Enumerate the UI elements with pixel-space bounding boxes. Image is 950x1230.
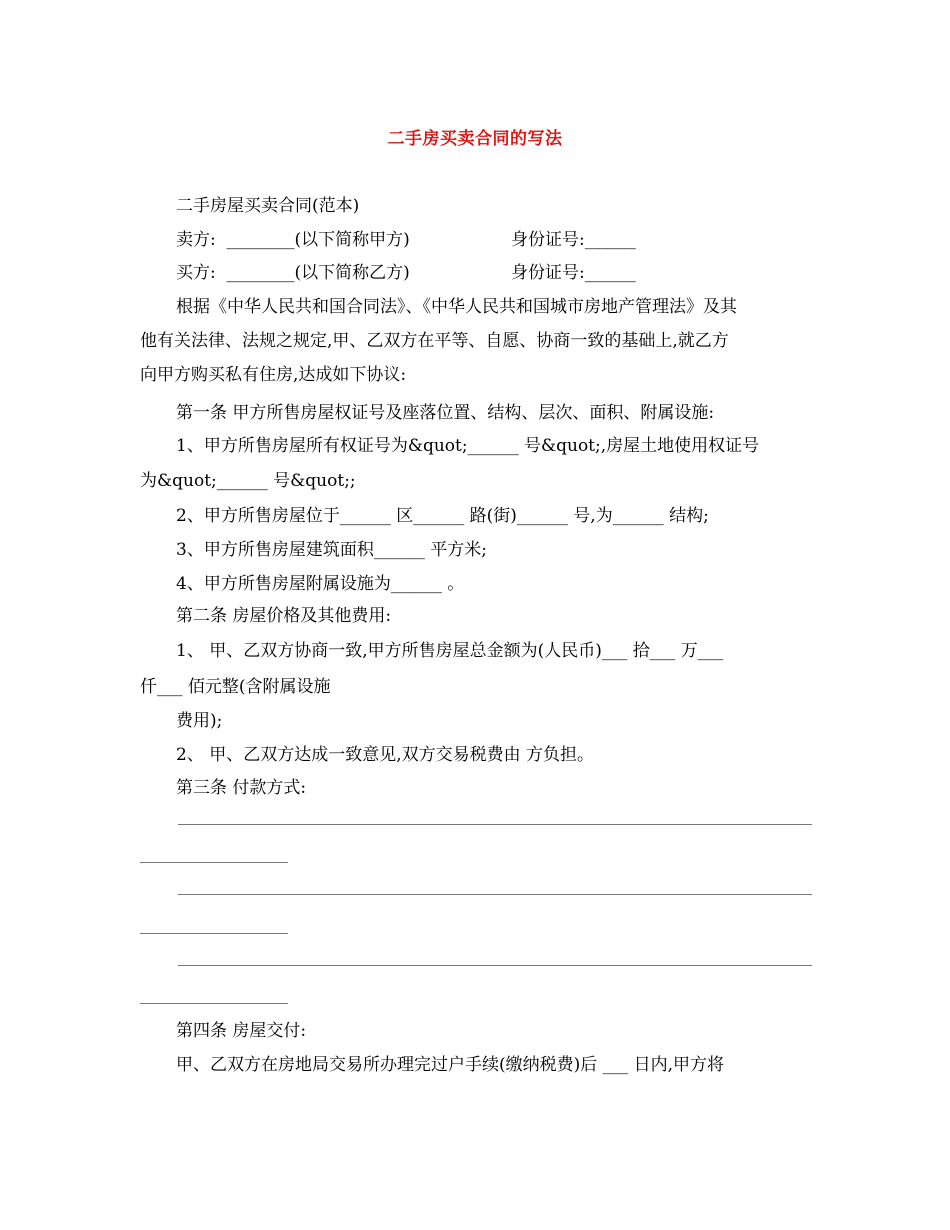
seller-id-line: 身份证号:______ [511,230,636,250]
seller-line: 卖方: ________(以下简称甲方) [176,230,410,250]
buyer-id-line: 身份证号:______ [511,263,636,283]
blank-line [140,1003,288,1004]
article-1-heading: 第一条 甲方所售房屋权证号及座落位置、结构、层次、面积、附属设施: [176,403,715,423]
preamble-line: 他有关法律、法规之规定,甲、乙双方在平等、自愿、协商一致的基础上,就乙方 [140,331,729,351]
preamble-line: 向甲方购买私有住房,达成如下协议: [140,365,407,385]
buyer-line: 买方: ________(以下简称乙方) [176,263,410,283]
article-1-item-3: 3、甲方所售房屋建筑面积______ 平方米; [176,540,487,560]
contract-subtitle: 二手房屋买卖合同(范本) [176,196,360,216]
blank-line [140,933,288,934]
document-title: 二手房买卖合同的写法 [387,129,563,149]
blank-line [140,862,288,863]
blank-line [178,965,812,966]
article-2-heading: 第二条 房屋价格及其他费用: [176,606,392,626]
article-1-item-1-cont: 为&quot;______ 号&quot;; [140,471,356,491]
article-2-item-1-cont: 费用); [176,711,223,731]
article-2-item-1-cont: 仟___ 佰元整(含附属设施 [140,677,331,697]
blank-line [178,894,812,895]
article-1-item-4: 4、甲方所售房屋附属设施为______ 。 [176,574,465,594]
article-1-item-2: 2、甲方所售房屋位于______ 区______ 路(街)______ 号,为______ 结构; [176,506,709,526]
article-4-heading: 第四条 房屋交付: [176,1021,307,1041]
article-1-item-1: 1、甲方所售房屋所有权证号为&quot;______ 号&quot;,房屋土地使用权证号 [176,436,760,456]
blank-line [178,824,812,825]
preamble-line: 根据《中华人民共和国合同法》、《中华人民共和国城市房地产管理法》及其 [176,297,737,317]
article-2-item-1: 1、 甲、乙双方协商一致,甲方所售房屋总金额为(人民币)___ 拾___ 万___ [176,641,724,661]
article-3-heading: 第三条 付款方式: [176,778,307,798]
article-2-item-2: 2、 甲、乙双方达成一致意见,双方交易税费由 方负担。 [176,745,595,765]
article-4-text: 甲、乙双方在房地局交易所办理完过户手续(缴纳税费)后 ___ 日内,甲方将 [176,1055,724,1075]
